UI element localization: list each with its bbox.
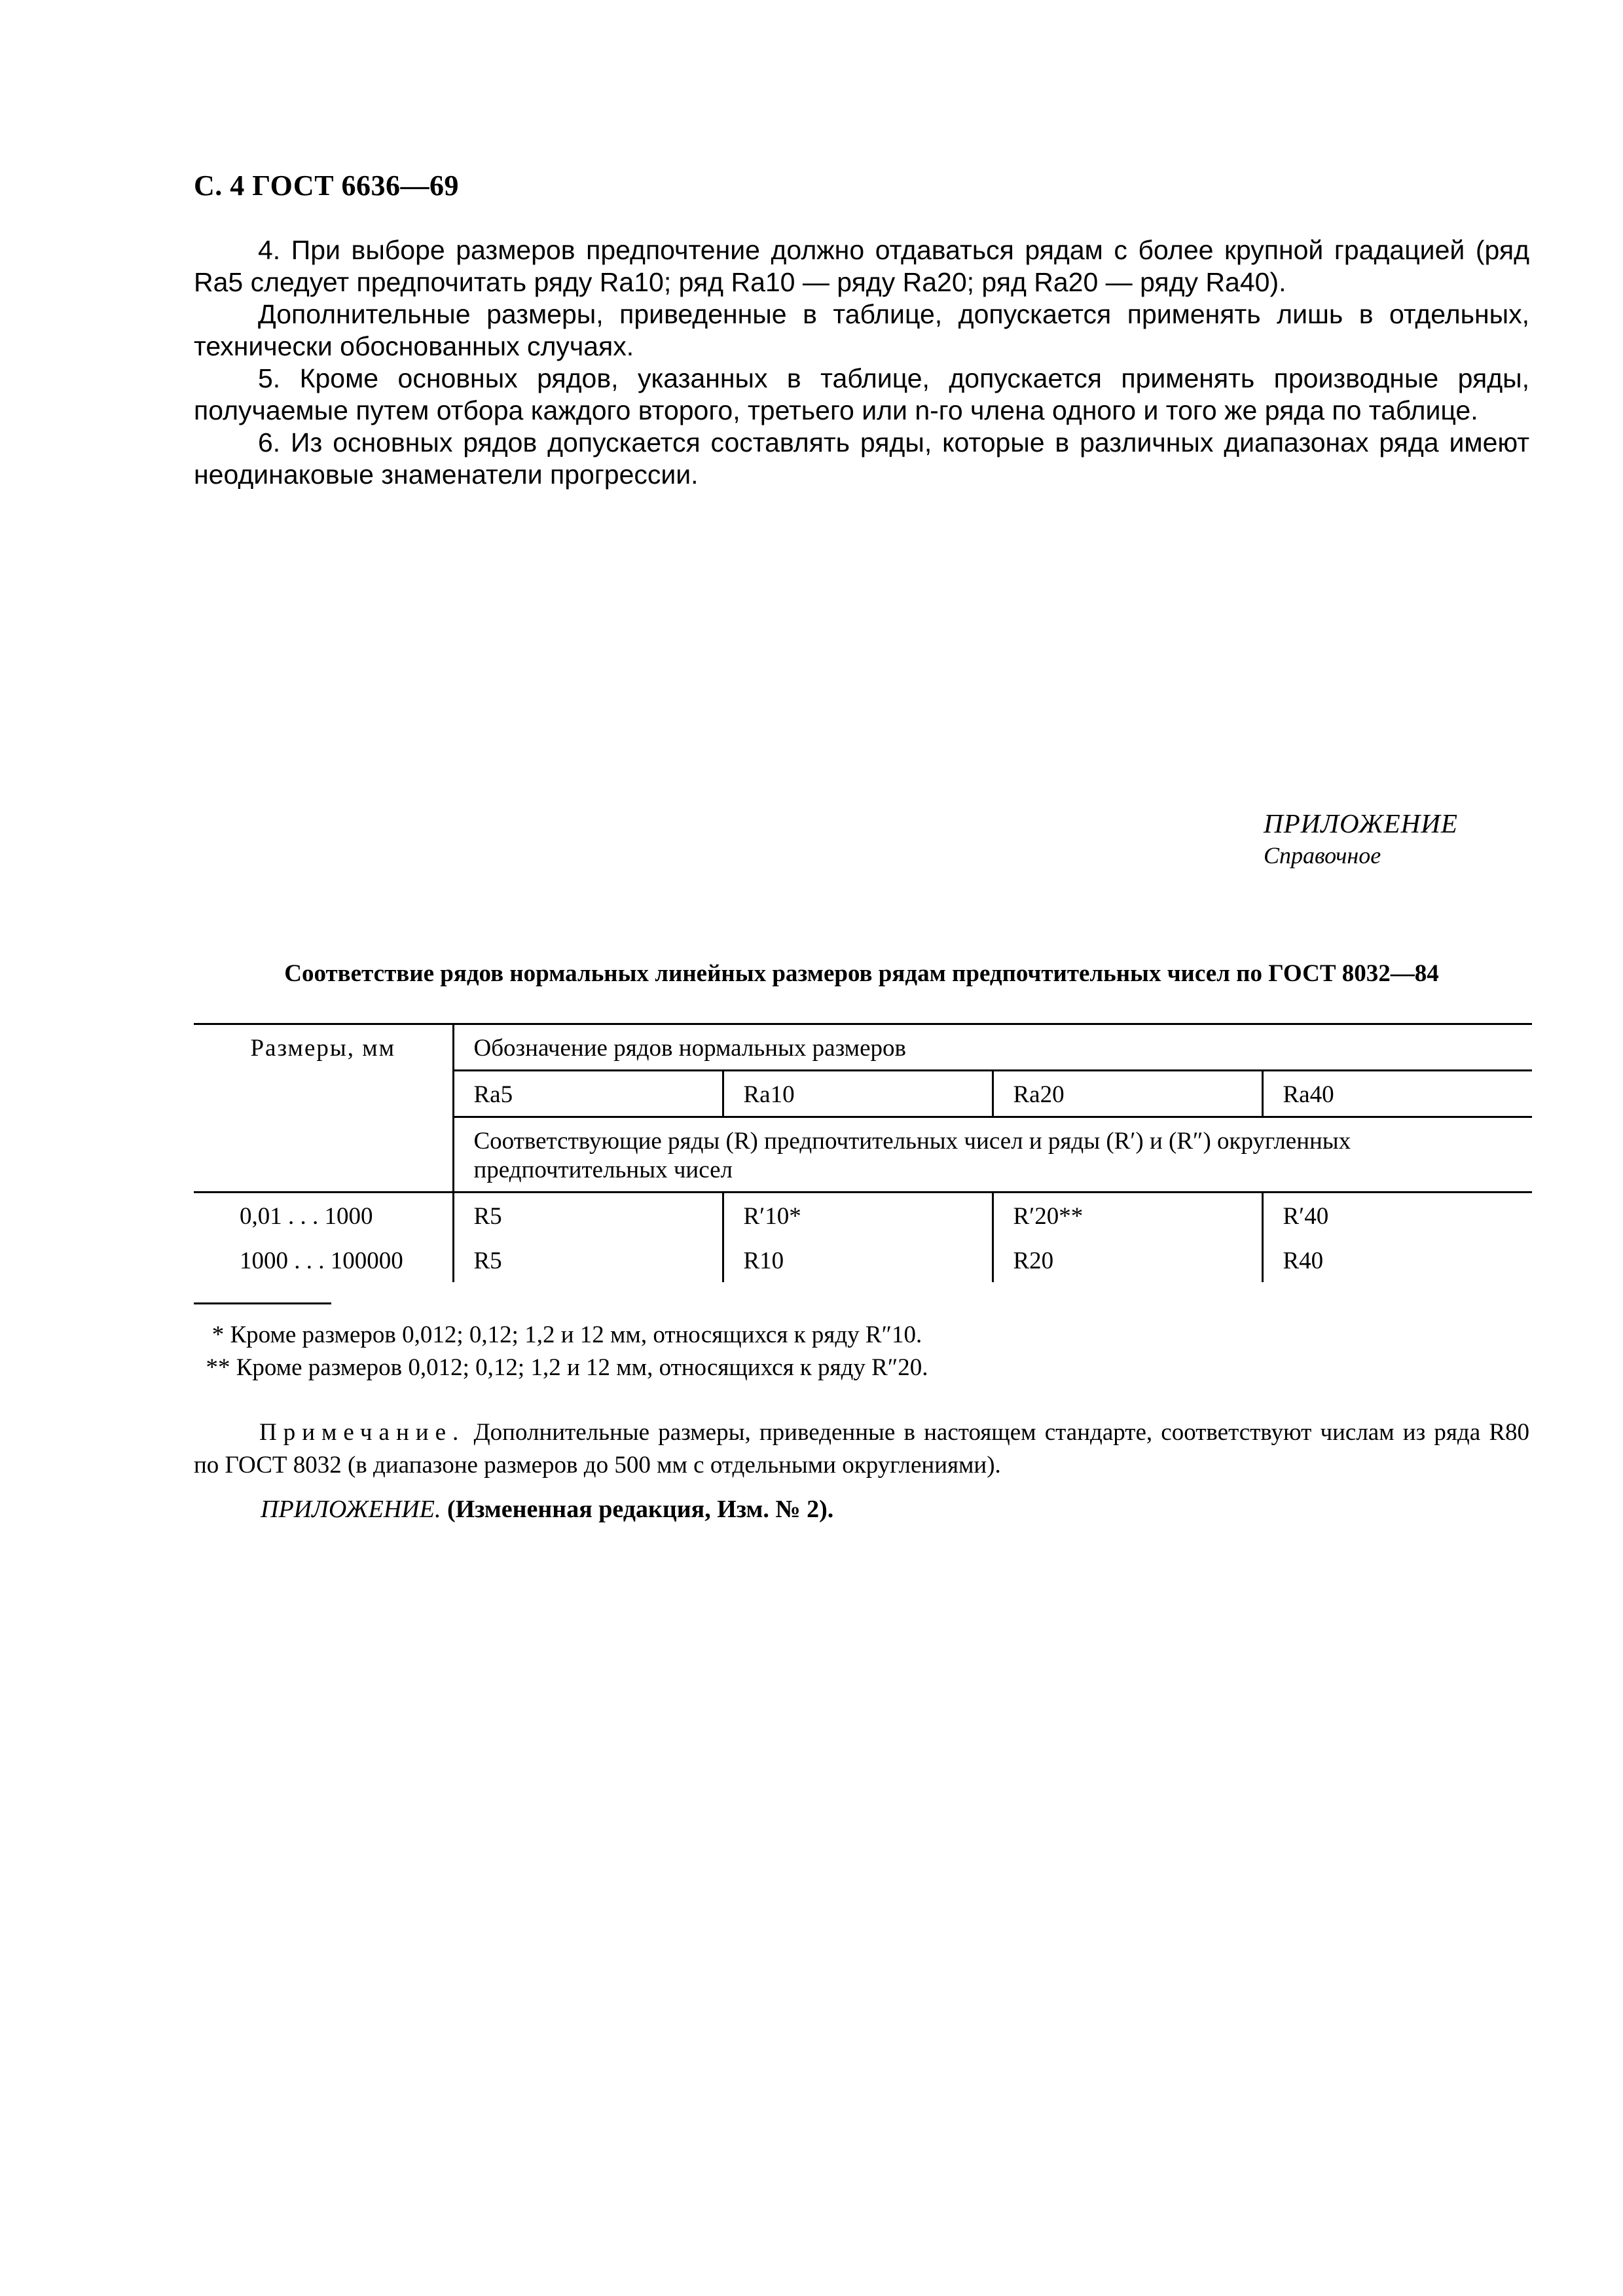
page-header: С. 4 ГОСТ 6636—69 xyxy=(194,170,460,202)
footnote-divider xyxy=(194,1302,331,1304)
table-row xyxy=(194,1238,1532,1282)
size-range-cell: 1000 . . . 100000 xyxy=(240,1247,403,1274)
footnotes xyxy=(194,1302,928,1384)
paragraph-5: 5. Кроме основных рядов, указанных в таблице, допускается применять производные ряды, получаемые путем отбора каждого второго, третьего или n-го члена одного и того же ряда по таблице. xyxy=(194,363,1529,425)
amendment-appendix-label: ПРИЛОЖЕНИЕ. xyxy=(261,1496,441,1523)
size-column-header: Размеры, мм xyxy=(194,1024,453,1193)
series-header-ra20: Ra20 xyxy=(993,1071,1262,1117)
table-caption: Соответствие рядов нормальных линейных размеров рядам предпочтительных чисел по ГОСТ 8032—84 xyxy=(284,960,1439,987)
series-cell: R′40 xyxy=(1262,1193,1532,1238)
series-cell: R5 xyxy=(453,1238,723,1282)
series-cell: R10 xyxy=(723,1238,993,1282)
series-header-ra10: Ra10 xyxy=(723,1071,993,1117)
appendix-heading xyxy=(1264,806,1458,870)
paragraph-4-continued: Дополнительные размеры, приведенные в таблице, допускается применять лишь в отдельных, технически обоснованных случаях. xyxy=(194,299,1529,361)
designation-header: Обозначение рядов нормальных размеров xyxy=(453,1024,1532,1071)
correspondence-header: Соответствующие ряды (R) предпочтительных чисел и ряды (R′) и (R″) округленных предпочтительных чисел xyxy=(453,1117,1532,1193)
amendment-line xyxy=(261,1495,833,1524)
appendix-subtitle: Справочное xyxy=(1264,842,1381,869)
note-label: Примечание. xyxy=(259,1419,465,1446)
note-paragraph xyxy=(194,1416,1529,1482)
series-cell: R′20** xyxy=(993,1193,1262,1238)
paragraph-6: 6. Из основных рядов допускается составлять ряды, которые в различных диапазонах ряда имеют неодинаковые знаменатели прогрессии. xyxy=(194,427,1529,490)
series-header-ra5: Ra5 xyxy=(453,1071,723,1117)
series-correspondence-table xyxy=(194,1023,1532,1282)
note-text: Дополнительные размеры, приведенные в настоящем стандарте, соответствуют числам из ряда R80 по ГОСТ 8032 (в диапазоне размеров до 500 мм с отдельными округлениями). xyxy=(194,1419,1530,1479)
table-row xyxy=(194,1193,1532,1238)
series-cell: R5 xyxy=(453,1193,723,1238)
appendix-title: ПРИЛОЖЕНИЕ xyxy=(1264,808,1458,838)
footnote-2: ** Кроме размеров 0,012; 0,12; 1,2 и 12 мм, относящихся к ряду R″20. xyxy=(194,1354,928,1381)
series-header-ra40: Ra40 xyxy=(1262,1071,1532,1117)
size-range-cell: 0,01 . . . 1000 xyxy=(194,1193,453,1238)
table-header-row xyxy=(194,1024,1532,1071)
note xyxy=(194,1416,1529,1482)
series-cell: R20 xyxy=(993,1238,1262,1282)
series-cell: R′10* xyxy=(723,1193,993,1238)
series-cell: R40 xyxy=(1262,1238,1532,1282)
amendment-revision: (Измененная редакция, Изм. № 2). xyxy=(447,1496,834,1523)
body-text xyxy=(194,234,1529,491)
paragraph-4: 4. При выборе размеров предпочтение должно отдаваться рядам с более крупной градацией (ряд Ra5 следует предпочитать ряду Ra10; ряд Ra10 — ряду Ra20; ряд Ra20 — ряду Ra40). xyxy=(194,235,1529,297)
footnote-1: * Кроме размеров 0,012; 0,12; 1,2 и 12 мм, относящихся к ряду R″10. xyxy=(194,1321,922,1348)
